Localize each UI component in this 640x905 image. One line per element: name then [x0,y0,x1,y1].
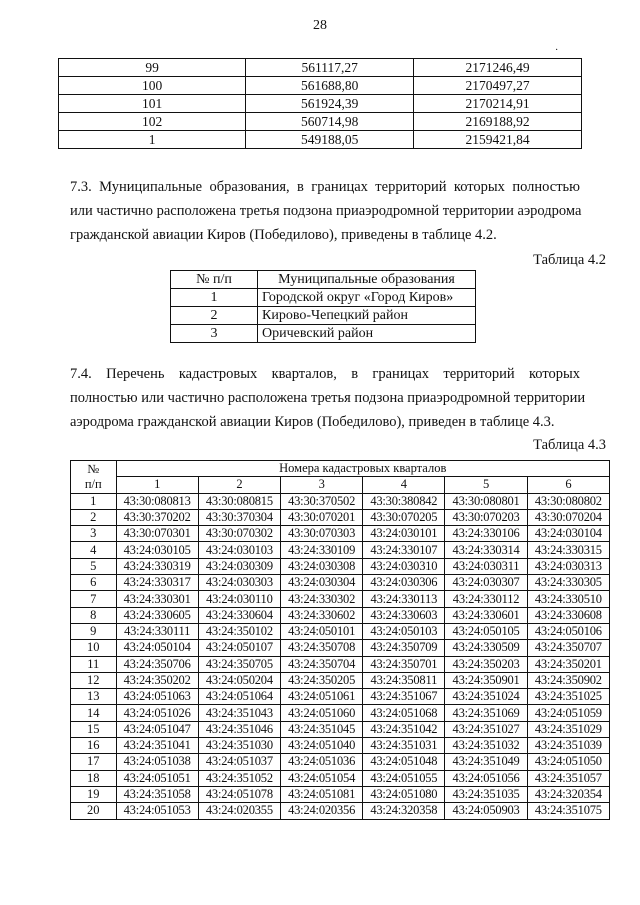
column-number: 1 [116,477,198,493]
cadastral-quarter: 43:24:051059 [527,705,609,721]
coord-y: 2169188,92 [414,113,582,131]
coord-x: 560714,98 [246,113,414,131]
cadastral-quarter: 43:24:051061 [280,689,362,705]
cadastral-quarter: 43:24:351039 [527,738,609,754]
cadastral-quarter: 43:24:350205 [280,672,362,688]
table-row [171,307,476,325]
cadastral-quarter: 43:24:051055 [363,770,445,786]
cadastral-quarter: 43:24:030309 [198,558,280,574]
cadastral-quarter: 43:30:080802 [527,493,609,509]
cadastral-quarter: 43:24:051050 [527,754,609,770]
coord-y: 2159421,84 [414,131,582,149]
table-row [59,95,582,113]
cadastral-quarter: 43:24:350709 [363,640,445,656]
cadastral-quarter: 43:24:051036 [280,754,362,770]
row-number: 18 [71,770,117,786]
cadastral-quarter: 43:24:030313 [527,558,609,574]
cadastral-quarter: 43:24:330602 [280,607,362,623]
table-4-2-caption: Таблица 4.2 [533,252,606,268]
row-number: 6 [71,575,117,591]
row-number: 2 [71,509,117,525]
table-row [71,803,610,819]
point-number: 102 [59,113,246,131]
column-number: 5 [445,477,527,493]
table-row [71,672,610,688]
municipality-name: Городской округ «Город Киров» [258,289,476,307]
cadastral-quarter: 43:24:030101 [363,526,445,542]
cadastral-quarter: 43:24:330317 [116,575,198,591]
point-number: 1 [59,131,246,149]
cadastral-quarter: 43:24:050903 [445,803,527,819]
table-row [71,542,610,558]
cadastral-quarter: 43:24:051081 [280,786,362,802]
header-number: № п/п [171,271,258,289]
cadastral-quarter: 43:24:351069 [445,705,527,721]
cadastral-quarter: 43:24:330109 [280,542,362,558]
row-number: 3 [171,325,258,343]
cadastral-quarter: 43:24:051056 [445,770,527,786]
cadastral-quarter: 43:24:051080 [363,786,445,802]
cadastral-quarter: 43:24:330111 [116,623,198,639]
cadastral-quarter: 43:24:351075 [527,803,609,819]
cadastral-quarter: 43:24:051048 [363,754,445,770]
cadastral-quarter: 43:24:350901 [445,672,527,688]
table-row [59,77,582,95]
cadastral-quarter: 43:30:370502 [280,493,362,509]
cadastral-quarter: 43:24:351067 [363,689,445,705]
cadastral-quarter: 43:24:350902 [527,672,609,688]
row-number: 2 [171,307,258,325]
cadastral-quarter: 43:24:350202 [116,672,198,688]
row-number: 10 [71,640,117,656]
cadastral-quarter: 43:24:350704 [280,656,362,672]
paragraph-line: 7.3. Муниципальные образования, в границах территорий которых полностью [70,179,580,195]
paragraph-line: 7.4. Перечень кадастровых кварталов, в границах территорий которых [70,366,580,382]
cadastral-quarter: 43:24:320354 [527,786,609,802]
cadastral-quarters-table [70,460,610,820]
row-number: 3 [71,526,117,542]
cadastral-quarter: 43:24:030311 [445,558,527,574]
row-number: 9 [71,623,117,639]
coord-y: 2171246,49 [414,59,582,77]
cadastral-quarter: 43:24:051054 [280,770,362,786]
table-4-3-caption: Таблица 4.3 [533,437,606,453]
cadastral-quarter: 43:30:070301 [116,526,198,542]
table-row [71,591,610,607]
table-row [71,493,610,509]
cadastral-quarter: 43:24:351058 [116,786,198,802]
header-number-bottom: п/п [84,476,102,491]
cadastral-quarter: 43:24:051051 [116,770,198,786]
cadastral-quarter: 43:24:330601 [445,607,527,623]
table-row [71,721,610,737]
row-number: 1 [71,493,117,509]
coord-x: 561688,80 [246,77,414,95]
cadastral-quarter: 43:24:330605 [116,607,198,623]
cadastral-quarter: 43:24:050105 [445,623,527,639]
table-row [71,558,610,574]
cadastral-quarter: 43:30:070205 [363,509,445,525]
table-header-row [71,461,610,477]
coord-y: 2170497,27 [414,77,582,95]
cadastral-quarter: 43:24:351030 [198,738,280,754]
cadastral-quarter: 43:30:070201 [280,509,362,525]
cadastral-quarter: 43:24:051026 [116,705,198,721]
municipalities-table [170,270,476,343]
cadastral-quarter: 43:30:070203 [445,509,527,525]
cadastral-quarter: 43:24:350707 [527,640,609,656]
point-number: 99 [59,59,246,77]
cadastral-quarter: 43:24:051047 [116,721,198,737]
table-row [71,786,610,802]
paragraph-line: гражданской авиации Киров (Победилово), приведены в таблице 4.2. [70,227,497,243]
municipality-name: Оричевский район [258,325,476,343]
cadastral-quarter: 43:24:351035 [445,786,527,802]
cadastral-quarter: 43:24:050107 [198,640,280,656]
cadastral-quarter: 43:30:380842 [363,493,445,509]
cadastral-quarter: 43:24:030310 [363,558,445,574]
cadastral-quarter: 43:24:330603 [363,607,445,623]
cadastral-quarter: 43:24:330509 [445,640,527,656]
cadastral-quarter: 43:24:351041 [116,738,198,754]
cadastral-quarter: 43:24:051060 [280,705,362,721]
paragraph-line: или частично расположена третья подзона приаэродромной территории аэродрома [70,203,582,219]
cadastral-quarter: 43:24:051063 [116,689,198,705]
cadastral-quarter: 43:24:351032 [445,738,527,754]
cadastral-quarter: 43:24:330106 [445,526,527,542]
header-number [71,461,117,494]
coord-x: 561924,39 [246,95,414,113]
cadastral-quarter: 43:24:330608 [527,607,609,623]
row-number: 20 [71,803,117,819]
table-row [71,640,610,656]
cadastral-quarter: 43:24:351031 [363,738,445,754]
cadastral-quarter: 43:24:030110 [198,591,280,607]
cadastral-quarter: 43:24:330604 [198,607,280,623]
cadastral-quarter: 43:30:070204 [527,509,609,525]
cadastral-quarter: 43:30:370304 [198,509,280,525]
cadastral-quarter: 43:24:030308 [280,558,362,574]
cadastral-quarter: 43:24:050104 [116,640,198,656]
cadastral-quarter: 43:24:330315 [527,542,609,558]
table-row [71,738,610,754]
cadastral-quarter: 43:24:050101 [280,623,362,639]
cadastral-quarter: 43:24:351049 [445,754,527,770]
table-row [71,509,610,525]
cadastral-quarter: 43:24:350705 [198,656,280,672]
cadastral-quarter: 43:24:330113 [363,591,445,607]
scan-dot: · [555,45,559,56]
cadastral-quarter: 43:24:051053 [116,803,198,819]
table-row [71,689,610,705]
cadastral-quarter: 43:30:080801 [445,493,527,509]
row-number: 12 [71,672,117,688]
cadastral-quarter: 43:30:070303 [280,526,362,542]
cadastral-quarter: 43:24:330319 [116,558,198,574]
coordinates-table [58,58,582,149]
cadastral-quarter: 43:24:330112 [445,591,527,607]
cadastral-quarter: 43:24:351046 [198,721,280,737]
cadastral-quarter: 43:24:030307 [445,575,527,591]
cadastral-quarter: 43:24:351043 [198,705,280,721]
table-row [71,770,610,786]
cadastral-quarter: 43:24:351052 [198,770,280,786]
cadastral-quarter: 43:24:030306 [363,575,445,591]
row-number: 1 [171,289,258,307]
cadastral-quarter: 43:24:030304 [280,575,362,591]
table-header-row [171,271,476,289]
cadastral-quarter: 43:24:051068 [363,705,445,721]
cadastral-quarter: 43:24:050204 [198,672,280,688]
cadastral-quarter: 43:24:051078 [198,786,280,802]
row-number: 11 [71,656,117,672]
table-row [71,656,610,672]
row-number: 5 [71,558,117,574]
row-number: 19 [71,786,117,802]
cadastral-quarter: 43:24:050103 [363,623,445,639]
paragraph-7-3 [70,175,580,247]
cadastral-quarter: 43:24:051040 [280,738,362,754]
coord-y: 2170214,91 [414,95,582,113]
cadastral-quarter: 43:24:350203 [445,656,527,672]
table-row [59,131,582,149]
point-number: 100 [59,77,246,95]
cadastral-quarter: 43:24:351057 [527,770,609,786]
row-number: 13 [71,689,117,705]
cadastral-quarter: 43:24:051064 [198,689,280,705]
table-row [71,526,610,542]
page-number: 28 [313,18,327,33]
header-number-top: № [87,461,100,476]
cadastral-quarter: 43:24:030103 [198,542,280,558]
cadastral-quarter: 43:24:051038 [116,754,198,770]
coord-x: 549188,05 [246,131,414,149]
cadastral-quarter: 43:24:020356 [280,803,362,819]
cadastral-quarter: 43:24:330305 [527,575,609,591]
cadastral-quarter: 43:24:051037 [198,754,280,770]
cadastral-quarter: 43:24:030104 [527,526,609,542]
cadastral-quarter: 43:24:351045 [280,721,362,737]
point-number: 101 [59,95,246,113]
cadastral-quarter: 43:24:350811 [363,672,445,688]
header-cadastral-numbers: Номера кадастровых кварталов [116,461,609,477]
row-number: 4 [71,542,117,558]
row-number: 17 [71,754,117,770]
cadastral-quarter: 43:24:020355 [198,803,280,819]
column-number: 4 [363,477,445,493]
table-row [71,575,610,591]
cadastral-quarter: 43:30:080813 [116,493,198,509]
cadastral-quarter: 43:24:330510 [527,591,609,607]
paragraph-7-4 [70,362,586,434]
cadastral-quarter: 43:24:350201 [527,656,609,672]
cadastral-quarter: 43:24:350701 [363,656,445,672]
column-number: 3 [280,477,362,493]
cadastral-quarter: 43:24:350708 [280,640,362,656]
cadastral-quarter: 43:24:330314 [445,542,527,558]
row-number: 16 [71,738,117,754]
cadastral-quarter: 43:24:351029 [527,721,609,737]
cadastral-quarter: 43:24:050106 [527,623,609,639]
cadastral-quarter: 43:24:030105 [116,542,198,558]
table-row [71,623,610,639]
cadastral-quarter: 43:30:080815 [198,493,280,509]
paragraph-line: аэродрома гражданской авиации Киров (Победилово), приведен в таблице 4.3. [70,414,555,430]
cadastral-quarter: 43:30:370202 [116,509,198,525]
table-row [71,754,610,770]
paragraph-line: полностью или частично расположена третья подзона приаэродромной территории [70,390,586,406]
cadastral-quarter: 43:24:350706 [116,656,198,672]
column-number: 6 [527,477,609,493]
table-row [71,607,610,623]
cadastral-quarter: 43:24:030303 [198,575,280,591]
table-row [171,325,476,343]
table-row [59,59,582,77]
cadastral-quarter: 43:30:070302 [198,526,280,542]
cadastral-quarter: 43:24:350102 [198,623,280,639]
cadastral-quarter: 43:24:351025 [527,689,609,705]
row-number: 15 [71,721,117,737]
row-number: 7 [71,591,117,607]
cadastral-quarter: 43:24:351027 [445,721,527,737]
cadastral-quarter: 43:24:330302 [280,591,362,607]
header-municipality: Муниципальные образования [258,271,476,289]
cadastral-quarter: 43:24:320358 [363,803,445,819]
row-number: 14 [71,705,117,721]
table-row [71,705,610,721]
cadastral-quarter: 43:24:351042 [363,721,445,737]
municipality-name: Кирово-Чепецкий район [258,307,476,325]
table-row [59,113,582,131]
column-number: 2 [198,477,280,493]
cadastral-quarter: 43:24:330301 [116,591,198,607]
table-row [171,289,476,307]
row-number: 8 [71,607,117,623]
column-number-row [71,477,610,493]
cadastral-quarter: 43:24:351024 [445,689,527,705]
coord-x: 561117,27 [246,59,414,77]
cadastral-quarter: 43:24:330107 [363,542,445,558]
